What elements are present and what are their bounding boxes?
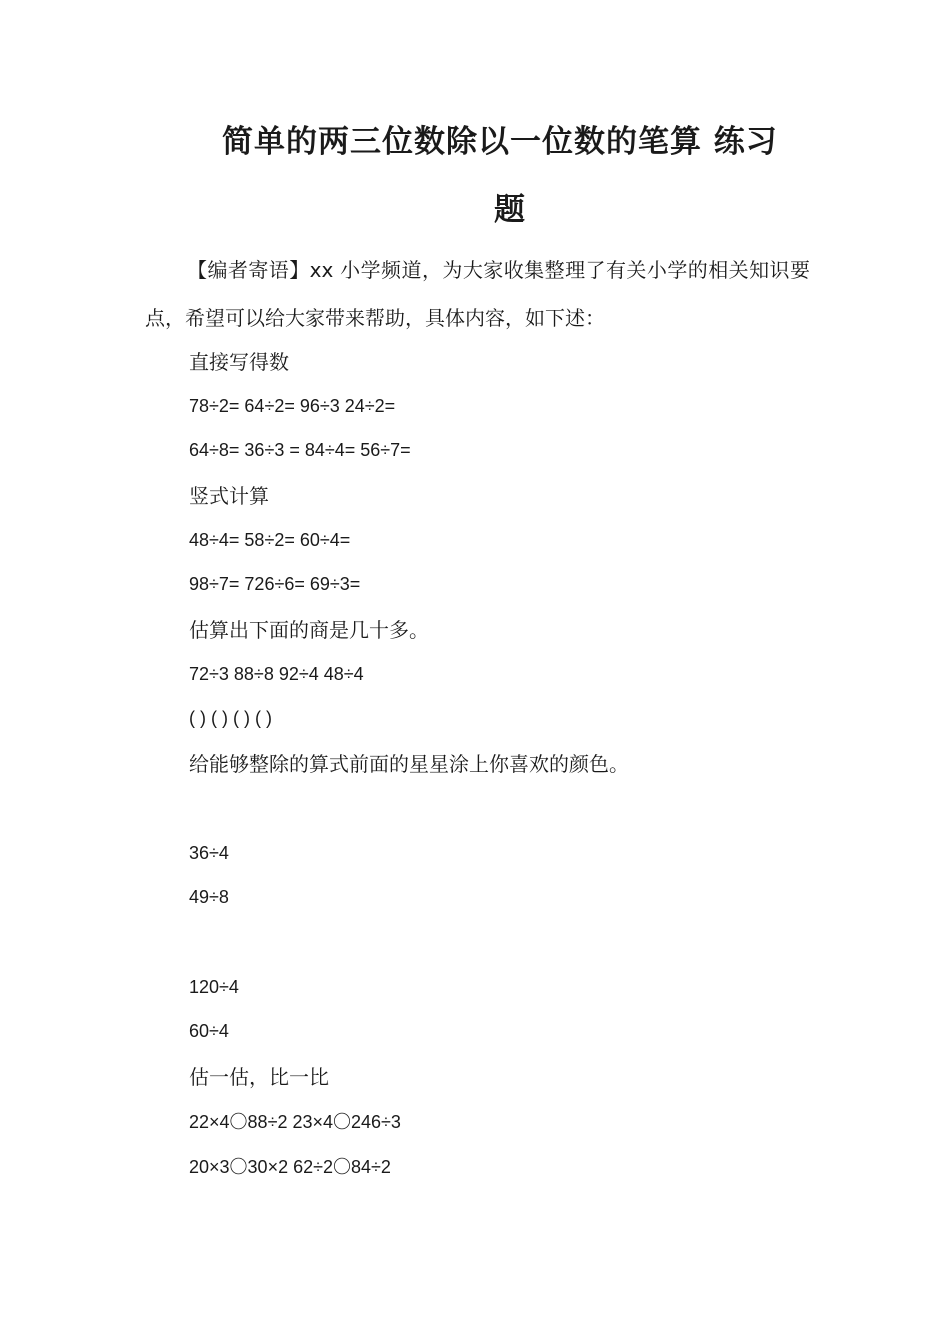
vertical-heading: 竖式计算 [189,484,269,508]
estimate-heading: 估算出下面的商是几十多。 [189,618,429,642]
star-item-1: 36÷4 [189,843,229,863]
estimate-row-2: ( ) ( ) ( ) ( ) [189,708,272,728]
star-item-2: 49÷8 [189,887,229,907]
compare-heading: 估一估，比一比 [189,1065,329,1089]
direct-row-2: 64÷8= 36÷3 = 84÷4= 56÷7= [189,440,411,460]
estimate-row-1: 72÷3 88÷8 92÷4 48÷4 [189,664,364,684]
document-title-line2: 题 [494,192,526,228]
star-item-3: 120÷4 [189,977,239,997]
direct-heading: 直接写得数 [189,350,289,374]
compare-row-1: 22×4〇88÷2 23×4〇246÷3 [189,1112,401,1132]
intro-paragraph: 【编者寄语】xx 小学频道，为大家收集整理了有关小学的相关知识要点，希望可以给大家带来帮助，具体内容，如下述： [145,258,810,330]
compare-row-2: 20×3〇30×2 62÷2〇84÷2 [189,1157,391,1177]
document-title-line1: 简单的两三位数除以一位数的笔算 练习 [222,124,778,160]
star-heading: 给能够整除的算式前面的星星涂上你喜欢的颜色。 [189,752,629,776]
direct-row-1: 78÷2= 64÷2= 96÷3 24÷2= [189,396,396,416]
vertical-row-2: 98÷7= 726÷6= 69÷3= [189,574,361,594]
vertical-row-1: 48÷4= 58÷2= 60÷4= [189,530,351,550]
star-item-4: 60÷4 [189,1021,229,1041]
